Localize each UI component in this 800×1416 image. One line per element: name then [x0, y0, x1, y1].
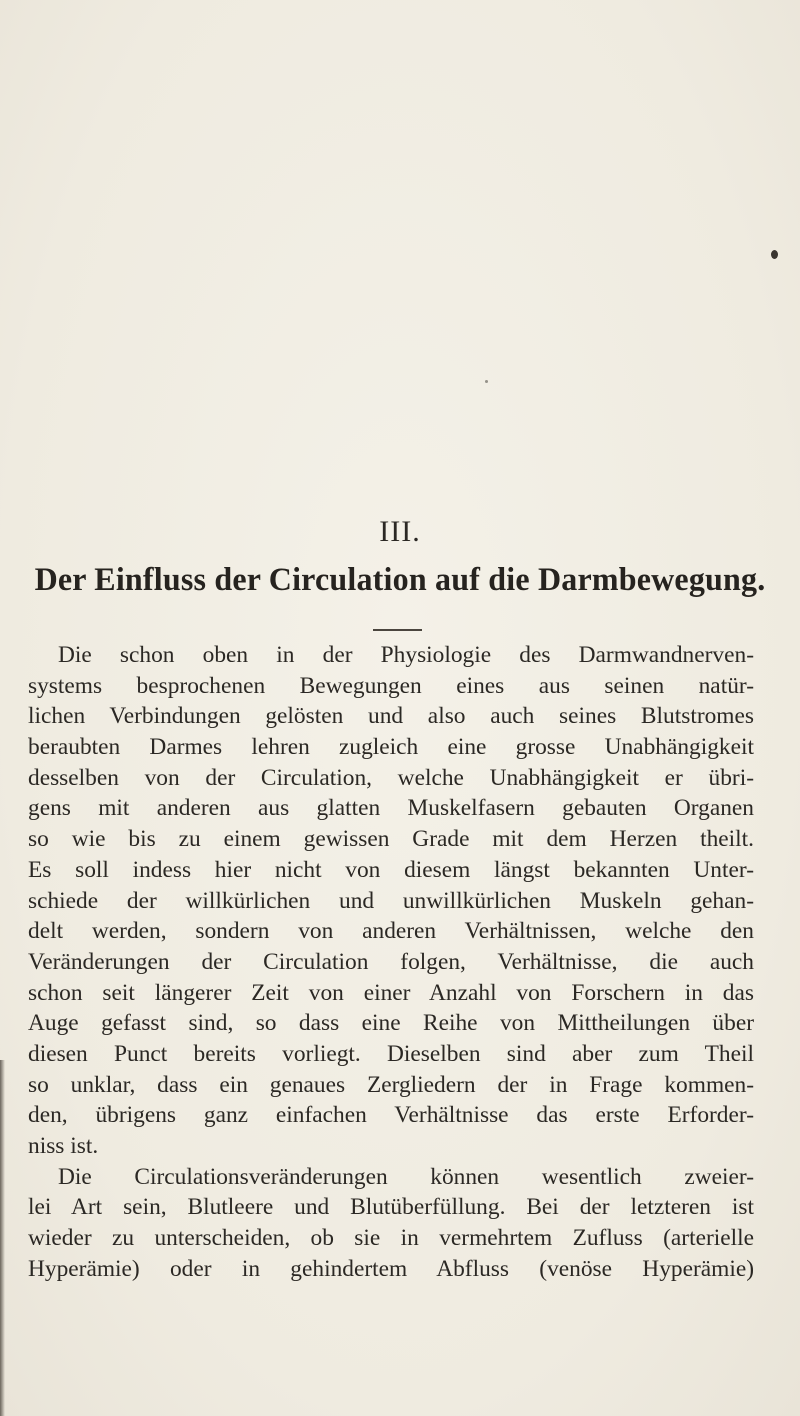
text-line: Auge gefasst sind, so dass eine Reihe von Mittheilungen über	[28, 1010, 754, 1037]
text-line: gens mit anderen aus glatten Muskelfasern gebauten Organen	[28, 795, 754, 822]
text-line: Die schon oben in der Physiologie des Darmwandnerven-	[58, 642, 754, 668]
ink-speck	[485, 380, 488, 383]
text-line: lei Art sein, Blutleere und Blutüberfüllung. Bei der letzteren ist	[28, 1194, 754, 1221]
text-line: so unklar, dass ein genaues Zergliedern der in Frage kommen-	[28, 1071, 754, 1098]
paragraph-2	[28, 1162, 754, 1285]
chapter-title: Der Einfluss der Circulation auf die Darmbewegung.	[34, 562, 766, 598]
text-line: lichen Verbindungen gelösten und also auch seines Blutstromes	[28, 703, 754, 730]
text-line: desselben von der Circulation, welche Unabhängigkeit er übri-	[28, 764, 754, 791]
chapter-number: III.	[379, 515, 421, 548]
ink-speck	[771, 250, 778, 259]
text-line: so wie bis zu einem gewissen Grade mit dem Herzen theilt.	[28, 826, 754, 853]
title-divider	[373, 629, 422, 631]
body-text	[28, 640, 754, 1284]
text-line: schiede der willkürlichen und unwillkürlichen Muskeln gehan-	[28, 887, 754, 914]
text-line: schon seit längerer Zeit von einer Anzahl von Forschern in das	[28, 979, 754, 1006]
text-line: niss ist.	[28, 1133, 99, 1159]
text-line: delt werden, sondern von anderen Verhältnissen, welche den	[28, 918, 754, 945]
text-line: systems besprochenen Bewegungen eines aus seinen natür-	[28, 672, 754, 699]
text-line: beraubten Darmes lehren zugleich eine grosse Unabhängigkeit	[28, 734, 754, 761]
text-line: den, übrigens ganz einfachen Verhältnisse das erste Erforder-	[28, 1102, 754, 1129]
page-gutter-shadow	[0, 1060, 5, 1416]
text-line: Veränderungen der Circulation folgen, Verhältnisse, die auch	[28, 948, 754, 975]
text-line: Die Circulationsveränderungen können wesentlich zweier-	[58, 1163, 754, 1190]
paragraph-1	[28, 640, 754, 1162]
text-line: diesen Punct bereits vorliegt. Dieselben sind aber zum Theil	[28, 1040, 754, 1067]
text-line: Hyperämie) oder in gehindertem Abfluss (venöse Hyperämie)	[28, 1255, 754, 1282]
text-line: wieder zu unterscheiden, ob sie in vermehrtem Zufluss (arterielle	[28, 1225, 754, 1252]
text-line: Es soll indess hier nicht von diesem längst bekannten Unter-	[28, 856, 754, 883]
